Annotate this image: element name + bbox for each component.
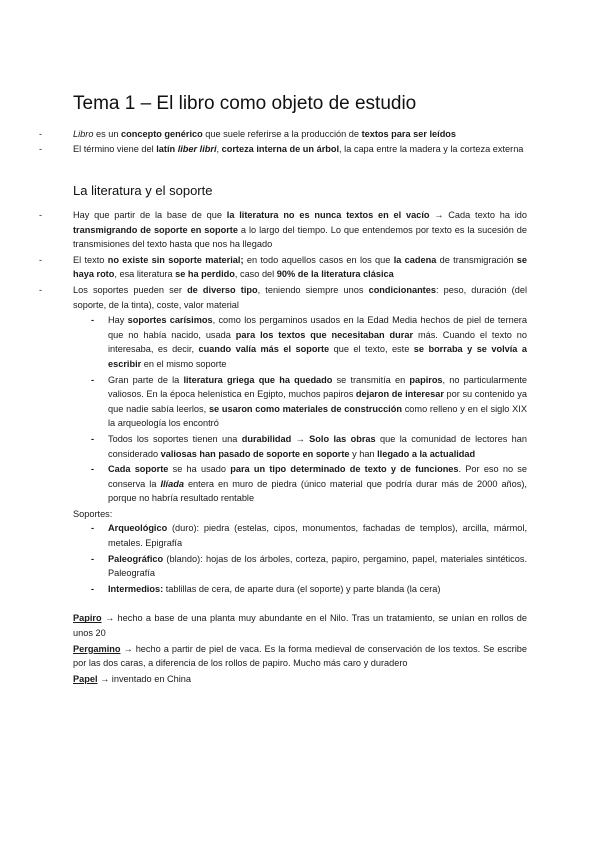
text-run: se haya roto bbox=[73, 254, 527, 280]
text-run: Papiro bbox=[73, 613, 102, 624]
bullet-dash-icon: - bbox=[39, 254, 43, 265]
intro-list bbox=[0, 127, 600, 156]
text-run: y han bbox=[349, 448, 378, 459]
text-run: se usaron como materiales de construcción bbox=[208, 403, 402, 414]
text-run: por su contenido ya que nadie sabía leerlos, bbox=[108, 389, 527, 414]
text-run: cuando valía más el soporte bbox=[198, 344, 330, 355]
sub-list-item bbox=[0, 462, 527, 506]
text-run: se transmitía en bbox=[332, 374, 410, 385]
text-run: entera en muro de piedra (único material que podría durar más de 2000 años), porque no habría resultado rentable bbox=[108, 478, 527, 504]
soporte-item-text bbox=[108, 523, 527, 548]
text-run: , esa literatura bbox=[114, 269, 176, 280]
text-run: se ha usado bbox=[168, 464, 231, 475]
text-run: la cadena bbox=[393, 254, 437, 265]
text-run: Libro bbox=[73, 129, 94, 139]
text-run: más. Cuando el texto no interesaba, es decir, bbox=[108, 329, 527, 355]
section-list bbox=[0, 208, 600, 686]
text-run: que el texto, este bbox=[329, 344, 414, 355]
sub-list-item-text bbox=[108, 315, 527, 369]
text-run: → inventado en China bbox=[97, 673, 191, 684]
text-run: Ilíada bbox=[160, 478, 184, 489]
bullet-dash-icon: - bbox=[91, 583, 95, 594]
bullet-dash-icon: - bbox=[39, 129, 43, 139]
text-run: Hay bbox=[108, 315, 128, 326]
text-run: Papel bbox=[73, 673, 98, 684]
bullet-dash-icon: - bbox=[39, 143, 43, 154]
text-run: se borraba y se volvía a escribir bbox=[108, 344, 527, 369]
soporte-item-text bbox=[108, 554, 527, 579]
bullet-dash-icon: - bbox=[91, 374, 95, 385]
text-run: a lo largo del tiempo. Lo que entendemos por texto es la sucesión de transmisiones del texto hasta que nos ha llegado bbox=[73, 224, 527, 250]
text-run: de transmigración bbox=[436, 254, 517, 265]
text-run: liber libri bbox=[177, 143, 217, 154]
text-run: transmigrando de soporte en soporte bbox=[73, 224, 238, 235]
list-item-text bbox=[73, 285, 527, 310]
text-run: textos para ser leídos bbox=[361, 129, 457, 139]
bullet-dash-icon: - bbox=[39, 210, 43, 220]
sub-list-item-text bbox=[108, 375, 527, 429]
list-item-text bbox=[73, 144, 523, 154]
text-run: Hay que partir de la base de que bbox=[73, 210, 227, 220]
bullet-dash-icon: - bbox=[39, 284, 43, 295]
list-item bbox=[0, 283, 527, 312]
list-item bbox=[0, 253, 527, 282]
text-run: de diverso tipo bbox=[187, 284, 258, 295]
bullet-dash-icon: - bbox=[91, 433, 95, 444]
list-item-text bbox=[73, 129, 456, 139]
text-run: en todo aquellos casos en los que bbox=[243, 254, 394, 265]
page-title: Tema 1 – El libro como objeto de estudio bbox=[73, 93, 417, 114]
text-run: Pergamino bbox=[73, 643, 121, 654]
text-run: Arqueológico bbox=[108, 523, 168, 534]
definition-pergamino bbox=[0, 642, 527, 671]
soportes-label: Soportes: bbox=[73, 508, 113, 519]
text-run: : peso, duración (del soporte, de la tinta), coste, valor material bbox=[73, 284, 527, 310]
list-item bbox=[0, 142, 527, 157]
text-run: Intermedios: bbox=[108, 583, 164, 594]
text-run: llegado a la actualidad bbox=[377, 448, 476, 459]
soporte-item bbox=[0, 582, 527, 597]
text-run: como relleno y en el siglo XIX la arqueología los encontró bbox=[108, 403, 527, 429]
text-run: no existe sin soporte material; bbox=[107, 254, 244, 265]
text-run: Todos los soportes tienen una bbox=[108, 433, 242, 444]
text-run: Paleográfico bbox=[108, 553, 164, 564]
text-run: la literatura no es nunca textos en el vacío bbox=[226, 210, 430, 220]
text-run: durabilidad → Solo las obras bbox=[241, 433, 376, 444]
text-run: es un bbox=[93, 129, 122, 139]
list-item bbox=[0, 127, 527, 142]
text-run: papiros bbox=[409, 374, 443, 385]
text-run: dejaron de interesar bbox=[355, 389, 444, 400]
text-run: latín bbox=[156, 143, 178, 154]
text-run: literatura griega que ha quedado bbox=[183, 374, 333, 385]
sub-list-item bbox=[0, 432, 527, 461]
text-run: para los textos que necesitaban durar bbox=[235, 329, 414, 340]
text-run: El término viene del bbox=[73, 143, 157, 154]
sub-list-item-text bbox=[108, 434, 527, 459]
text-run: . Por eso no se conserva la bbox=[108, 464, 528, 489]
soporte-item-text bbox=[108, 584, 440, 594]
text-run: → hecho a partir de piel de vaca. Es la forma medieval de conservación de los textos. Se escribe por las dos caras, a diferencia de los rollos de papiro. Mucho más caro y duradero bbox=[73, 643, 527, 669]
text-run: , como los pergaminos usados en la Edad Media hechos de piel de ternera que no había nacido, usada bbox=[108, 315, 527, 340]
text-run: se ha perdido bbox=[175, 269, 235, 280]
text-run: corteza interna de un árbol bbox=[221, 143, 340, 154]
bullet-dash-icon: - bbox=[91, 553, 95, 564]
definition-papel bbox=[0, 672, 527, 687]
soporte-item bbox=[0, 521, 527, 550]
bullet-dash-icon: - bbox=[91, 523, 95, 534]
text-run: , la capa entre la madera y la corteza externa bbox=[339, 143, 524, 154]
text-run: valiosas han pasado de soporte en soporte bbox=[160, 448, 350, 459]
text-run: , bbox=[216, 143, 222, 154]
definition-papiro bbox=[0, 611, 527, 640]
text-run: (duro): piedra (estelas, cipos, monumentos, fachadas de templos), arcilla, mármol, metales. Epigrafía bbox=[108, 523, 527, 549]
sub-list-item-text bbox=[108, 464, 527, 503]
text-run: concepto genérico bbox=[121, 129, 203, 139]
text-run: soportes carísimos bbox=[127, 315, 213, 326]
text-run: para un tipo determinado de texto y de funciones bbox=[230, 464, 459, 475]
section-title: La literatura y el soporte bbox=[73, 183, 213, 198]
text-run: condicionantes bbox=[368, 284, 436, 295]
list-item bbox=[0, 208, 527, 252]
text-run: 90% de la literatura clásica bbox=[276, 269, 394, 280]
text-run: que la comunidad de lectores han considerado bbox=[108, 433, 528, 459]
text-run: Los soportes pueden ser bbox=[73, 284, 188, 295]
text-run: (blando): hojas de los árboles, corteza, papiro, pergamino, papel, materiales sintéticos. Paleografía bbox=[108, 553, 527, 579]
soporte-item bbox=[0, 552, 527, 581]
text-run: , teniendo siempre unos bbox=[257, 284, 369, 295]
list-item-text bbox=[73, 255, 527, 280]
text-run: que suele referirse a la producción de bbox=[202, 129, 362, 139]
text-run: en el mismo soporte bbox=[141, 358, 227, 369]
text-run: Cada soporte bbox=[108, 464, 169, 475]
bullet-dash-icon: - bbox=[91, 315, 95, 326]
text-run: → Cada texto ha ido bbox=[429, 210, 527, 220]
text-run: , no particularmente valiosos. En la época helenística en Egipto, muchos papiros bbox=[108, 374, 527, 400]
text-run: El texto bbox=[73, 254, 108, 265]
text-run: → hecho a base de una planta muy abundante en el Nilo. Tras un tratamiento, se unían en rollos de unos 20 bbox=[73, 613, 527, 639]
bullet-dash-icon: - bbox=[91, 464, 95, 475]
text-run: , caso del bbox=[234, 269, 277, 280]
text-run: tablillas de cera, de aparte dura (el soporte) y parte blanda (la cera) bbox=[163, 583, 441, 594]
sub-list-item bbox=[0, 313, 527, 371]
text-run: Gran parte de la bbox=[108, 374, 184, 385]
sub-list-item bbox=[0, 373, 527, 431]
list-item-text bbox=[73, 210, 527, 249]
